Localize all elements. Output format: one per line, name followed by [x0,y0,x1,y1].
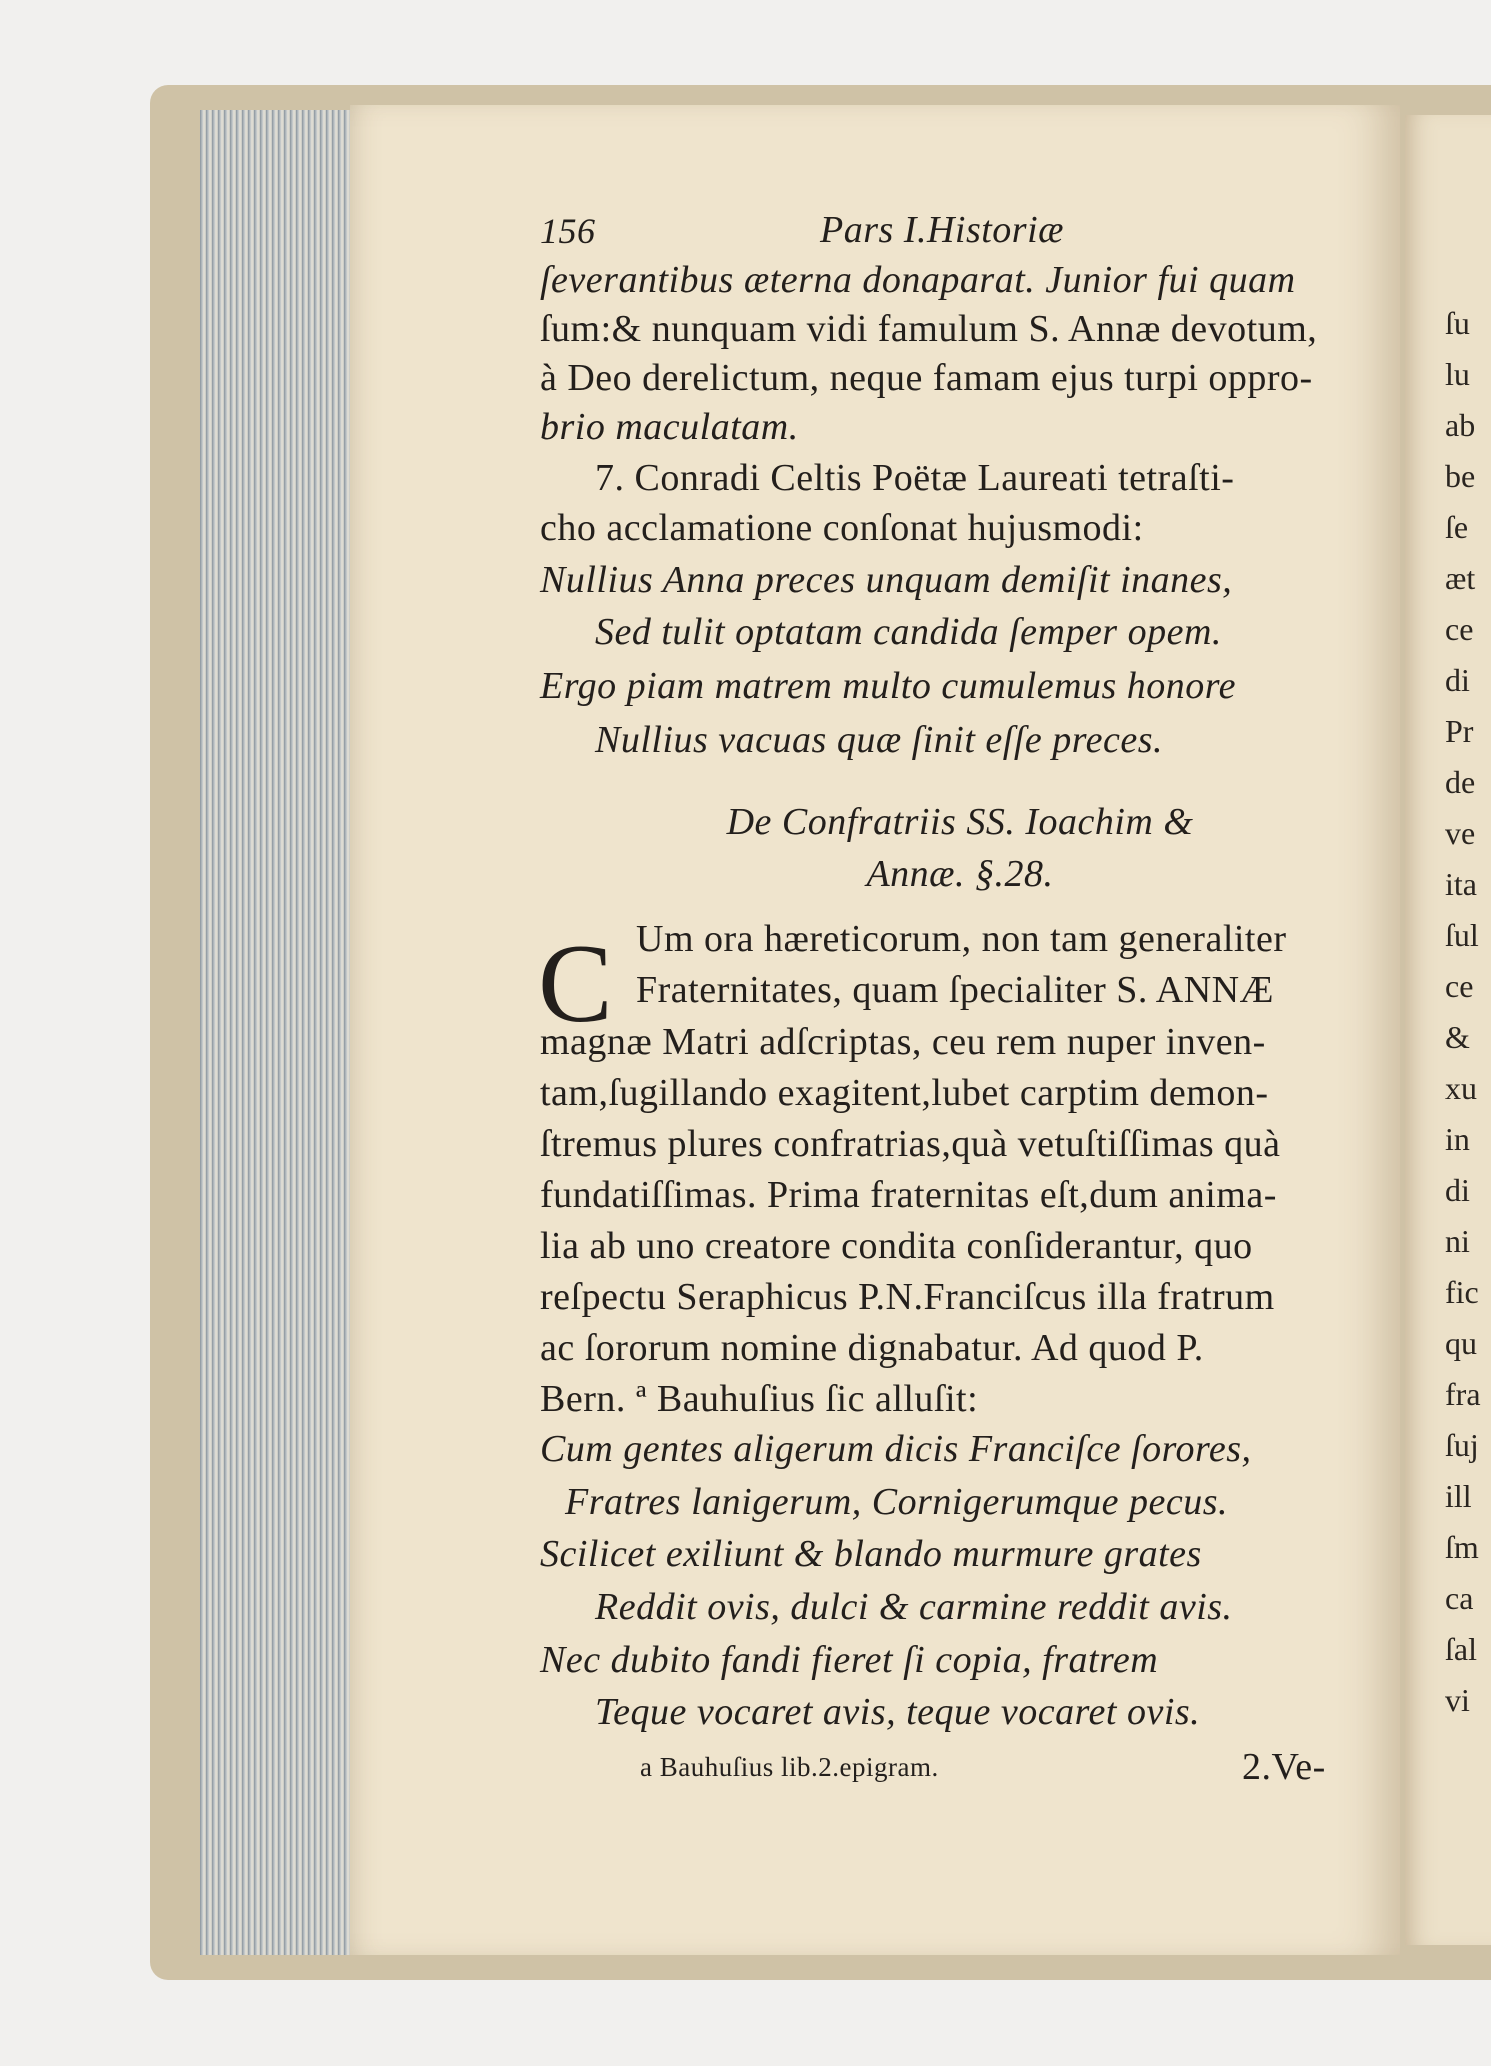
facing-page-fragment: di [1445,662,1470,698]
drop-capital: C [538,922,613,1046]
facing-page-fragment: ce [1445,968,1474,1004]
facing-page-fragment: & [1445,1019,1470,1055]
page-number: 156 [540,211,596,251]
text-line: ſeverantibus æterna donaparat. Junior fui quam [540,259,1296,301]
catchword: 2.Ve- [1242,1746,1326,1788]
body-line: ac ſororum nomine dignabatur. Ad quod P. [540,1327,1204,1369]
facing-page-fragment: ſm [1445,1529,1479,1565]
verse-line: Reddit ovis, dulci & carmine reddit avis. [595,1586,1233,1628]
text-line: 7. Conradi Celtis Poëtæ Laureati tetraſti- [595,457,1235,499]
facing-page-fragment: fic [1445,1274,1479,1310]
facing-page-fragment: Pr [1445,713,1474,749]
text-line: brio maculatam. [540,406,799,448]
facing-page-fragment: ni [1445,1223,1470,1259]
facing-page-fragment: ab [1445,407,1476,443]
facing-page-fragment: ſal [1445,1631,1477,1667]
body-line: lia ab uno creatore condita conſiderantur, quo [540,1225,1253,1267]
body-line: Um ora hæreticorum, non tam generaliter [636,918,1287,960]
body-line: tam,ſugillando exagitent,lubet carptim demon- [540,1072,1269,1114]
verse-line: Ergo piam matrem multo cumulemus honore [540,665,1237,707]
verse-line: Teque vocaret avis, teque vocaret ovis. [595,1691,1201,1733]
facing-page-fragment: be [1445,458,1476,494]
facing-page-fragment: ca [1445,1580,1474,1616]
facing-page-fragment: di [1445,1172,1470,1208]
facing-page-fragment: ſu [1445,305,1470,341]
footnote: a Bauhuſius lib.2.epigram. [640,1752,939,1782]
facing-page-fragment: lu [1445,356,1470,392]
body-line: fundatiſſimas. Prima fraternitas eſt,dum anima- [540,1174,1277,1216]
page-edges [200,110,360,1955]
facing-page [1405,115,1491,1945]
facing-page-fragment: ita [1445,866,1477,902]
body-line: reſpectu Seraphicus P.N.Franciſcus illa fratrum [540,1276,1275,1318]
facing-page-fragment: ve [1445,815,1476,851]
verse-line: Scilicet exiliunt & blando murmure grates [540,1533,1202,1575]
verse-line: Nec dubito fandi fieret ſi copia, fratrem [540,1639,1159,1681]
facing-page-fragment: æt [1445,560,1476,596]
facing-page-fragment: in [1445,1121,1470,1157]
body-line: magnæ Matri adſcriptas, ceu rem nuper inven- [540,1021,1266,1063]
body-line: Bern. ª Bauhuſius ſic alluſit: [540,1378,979,1420]
body-line: ſtremus plures confratrias,quà vetuſtiſſimas quà [540,1123,1281,1165]
section-heading: De Confratriis SS. Ioachim & [726,801,1194,843]
verse-line: Sed tulit optatam candida ſemper opem. [595,611,1222,653]
body-line: Fraternitates, quam ſpecialiter S. ANNÆ [636,969,1274,1011]
facing-page-fragment: ce [1445,611,1474,647]
facing-page-fragment: ſul [1445,917,1479,953]
facing-page-fragment: xu [1445,1070,1477,1106]
text-line: ſum:& nunquam vidi famulum S. Annæ devotum, [540,308,1318,350]
verse-line: Fratres lanigerum, Cornigerumque pecus. [565,1481,1228,1523]
facing-page-fragment: qu [1445,1325,1477,1361]
facing-page-fragment: vi [1445,1682,1470,1718]
facing-page-fragment: ill [1445,1478,1472,1514]
facing-page-fragment: fra [1445,1376,1481,1412]
facing-page-fragment: de [1445,764,1476,800]
facing-page-fragment: ſe [1445,509,1469,545]
verse-line: Nullius vacuas quæ ſinit eſſe preces. [595,719,1164,761]
text-line: à Deo derelictum, neque famam ejus turpi oppro- [540,357,1313,399]
section-heading: Annæ. §.28. [866,853,1054,895]
text-line: cho acclamatione conſonat hujusmodi: [540,507,1144,549]
facing-page-fragment: ſuj [1445,1427,1479,1463]
running-title: Pars I.Historiæ [820,209,1064,251]
verse-line: Cum gentes aligerum dicis Franciſce ſorores, [540,1428,1252,1470]
verse-line: Nullius Anna preces unquam demiſit inanes, [540,559,1233,601]
